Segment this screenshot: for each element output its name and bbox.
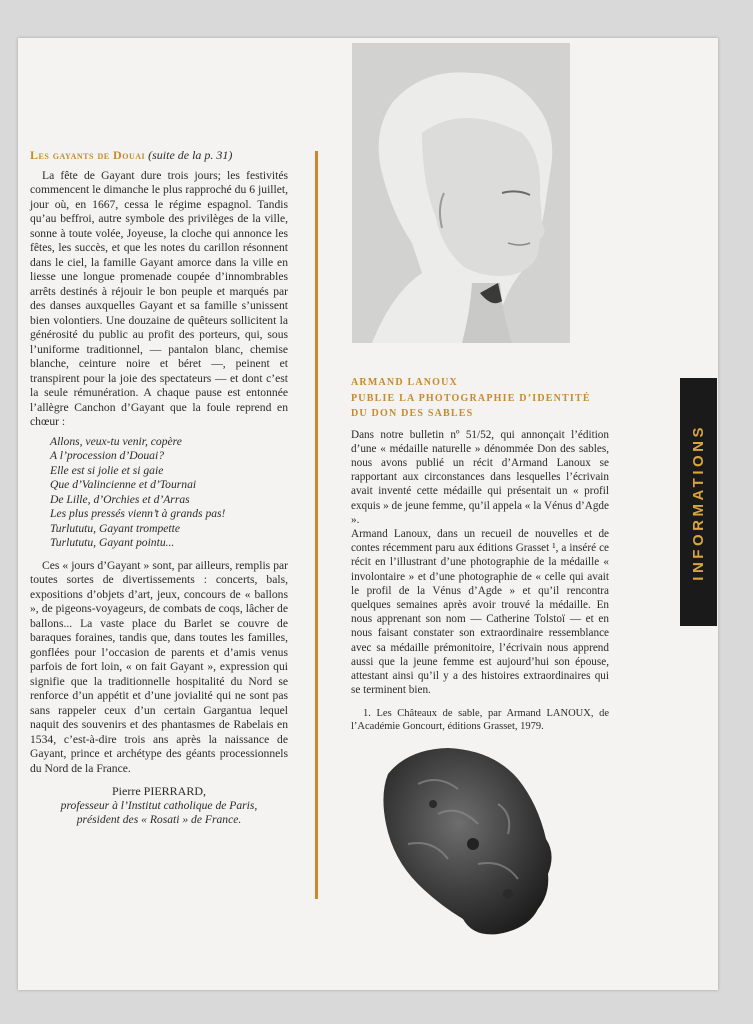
poem-line: Turlututu, Gayant pointu... <box>50 536 175 549</box>
poem-line: Que d’Valincienne et d’Tournai <box>50 478 197 491</box>
medal-photo <box>378 744 558 939</box>
portrait-photo <box>352 43 570 343</box>
poem-line: A l’procession d’Douai? <box>50 449 164 462</box>
portrait-photo-icon <box>352 43 570 343</box>
poem-line: Turlututu, Gayant trompette <box>50 521 180 535</box>
medal-stone-icon <box>378 744 558 939</box>
author-name: Pierre PIERRARD, <box>112 784 206 798</box>
lanoux-article <box>351 375 609 733</box>
article-paragraph: Dans notre bulletin nº 51/52, qui annonçait l’édition d’une « médaille naturelle » dénommée Don des sables, nous avons publié un récit d’Armand Lanoux se rapportant aux circonstances dans lesquelles l’écrivain avait inventé cette médaille qui présentait un « profil exquis » de jeune femme, qu’il appela « la Vénus d’Agde ». <box>351 428 609 526</box>
song-lyrics <box>50 435 288 551</box>
article-paragraph: Armand Lanoux, dans un recueil de nouvelles et de contes récemment paru aux éditions Grasset ¹, a inséré ce récit en l’illustrant d’une photographie de la médaille « involontaire » et d’une photographie de « celle qui avait le profil de la Vénus d’Agde » et qu’il rencontra quelques semaines après avoir trouvé la médaille. En nous apprenant son nom — Catherine Tolstoï — et en nous faisant constater son extraordinaire ressemblance avec sa médaille prémonitoire, l’écrivain nous apprend aussi que la jeune femme est aujourd’hui son épouse, attestant ainsi qu’il y a des histoires extraordinaires qui se terminent bien. <box>351 527 609 697</box>
article-paragraph: Ces « jours d’Gayant » sont, par ailleurs, remplis par toutes sortes de divertissements : concerts, bals, expositions d’objets d’art, jeux, concours de « ballons », de pigeons-voyageurs, de combats de coqs, lâcher de ballons... La vaste place du Barlet se couvre de baraques foraines, tandis que, dans toutes les familles, gonflées pour l’occasion de parents et d’amis venus parfois de fort loin, « on fait Gayant », expression qui signifie que la traditionnelle hospitalité du Nord se renforce d’un appétit et d’une jovialité qui ne sont pas sans rappeler ceux d’un certain Gargantua lequel naquit des souvenirs et des phantasmes de Rabelais en 1534, c’est-à-dire trois ans après la naissance de Gayant, prince et archétype des géants processionnels du Nord de la France. <box>30 558 288 775</box>
author-signature <box>30 784 288 828</box>
footnote: 1. Les Châteaux de sable, par Armand LANOUX, de l’Académie Goncourt, éditions Grasset, 1979. <box>351 708 609 733</box>
article-title: Les gayants de Douai <box>30 148 146 162</box>
article-title-line: ARMAND LANOUX <box>351 377 458 388</box>
article-title-line: DU DON DES SABLES <box>351 408 474 419</box>
poem-line: Allons, veux-tu venir, copère <box>50 434 182 448</box>
informations-tab <box>680 378 717 626</box>
article-paragraph: La fête de Gayant dure trois jours; les festivités commencent le dimanche le plus rapproché du 6 juillet, jour où, en 1667, cessa le régime espagnol. Tandis qu’au beffroi, autre symbole des privilèges de la ville, sonne à toute volée, Joyeuse, la cloche qui annonce les fêtes, les succès, et que les notes du carillon résonnent dans le ciel, la famille Gayant amorce dans la ville en liesse une longue promenade coupée d’innombrables arrêts destinés à réjouir le bon peuple et marqués par des danses auxquelles Gayant et sa famille s’unissent bien volontiers. Une douzaine de quêteurs sollicitent la générosité du public au profit des porteurs, qui, sous l’uniforme traditionnel, — pantalon blanc, chemise blanche, ceinture noire et béret —, peinent et transpirent pour la joie des spectateurs — et dont c’est la seule rémunération. A chaque pause est entonnée l’allègre Canchon d’Gayant que la foule reprend en chœur : <box>30 168 288 428</box>
author-role: président des « Rosati » de France. <box>76 813 242 826</box>
article-title-line: PUBLIE LA PHOTOGRAPHIE D’IDENTITÉ <box>351 392 591 404</box>
poem-line: Les plus pressés vienn’t à grands pas! <box>50 507 226 520</box>
article-body <box>351 428 609 698</box>
gayants-article <box>30 148 288 828</box>
article-heading <box>30 148 288 163</box>
poem-line: Elle est si jolie et si gaie <box>50 463 164 477</box>
poem-line: De Lille, d’Orchies et d’Arras <box>50 492 190 506</box>
column-divider <box>315 151 318 899</box>
tab-label: INFORMATIONS <box>690 423 707 581</box>
author-role: professeur à l’Institut catholique de Paris, <box>60 798 258 812</box>
continuation-note: (suite de la p. 31) <box>148 148 233 162</box>
